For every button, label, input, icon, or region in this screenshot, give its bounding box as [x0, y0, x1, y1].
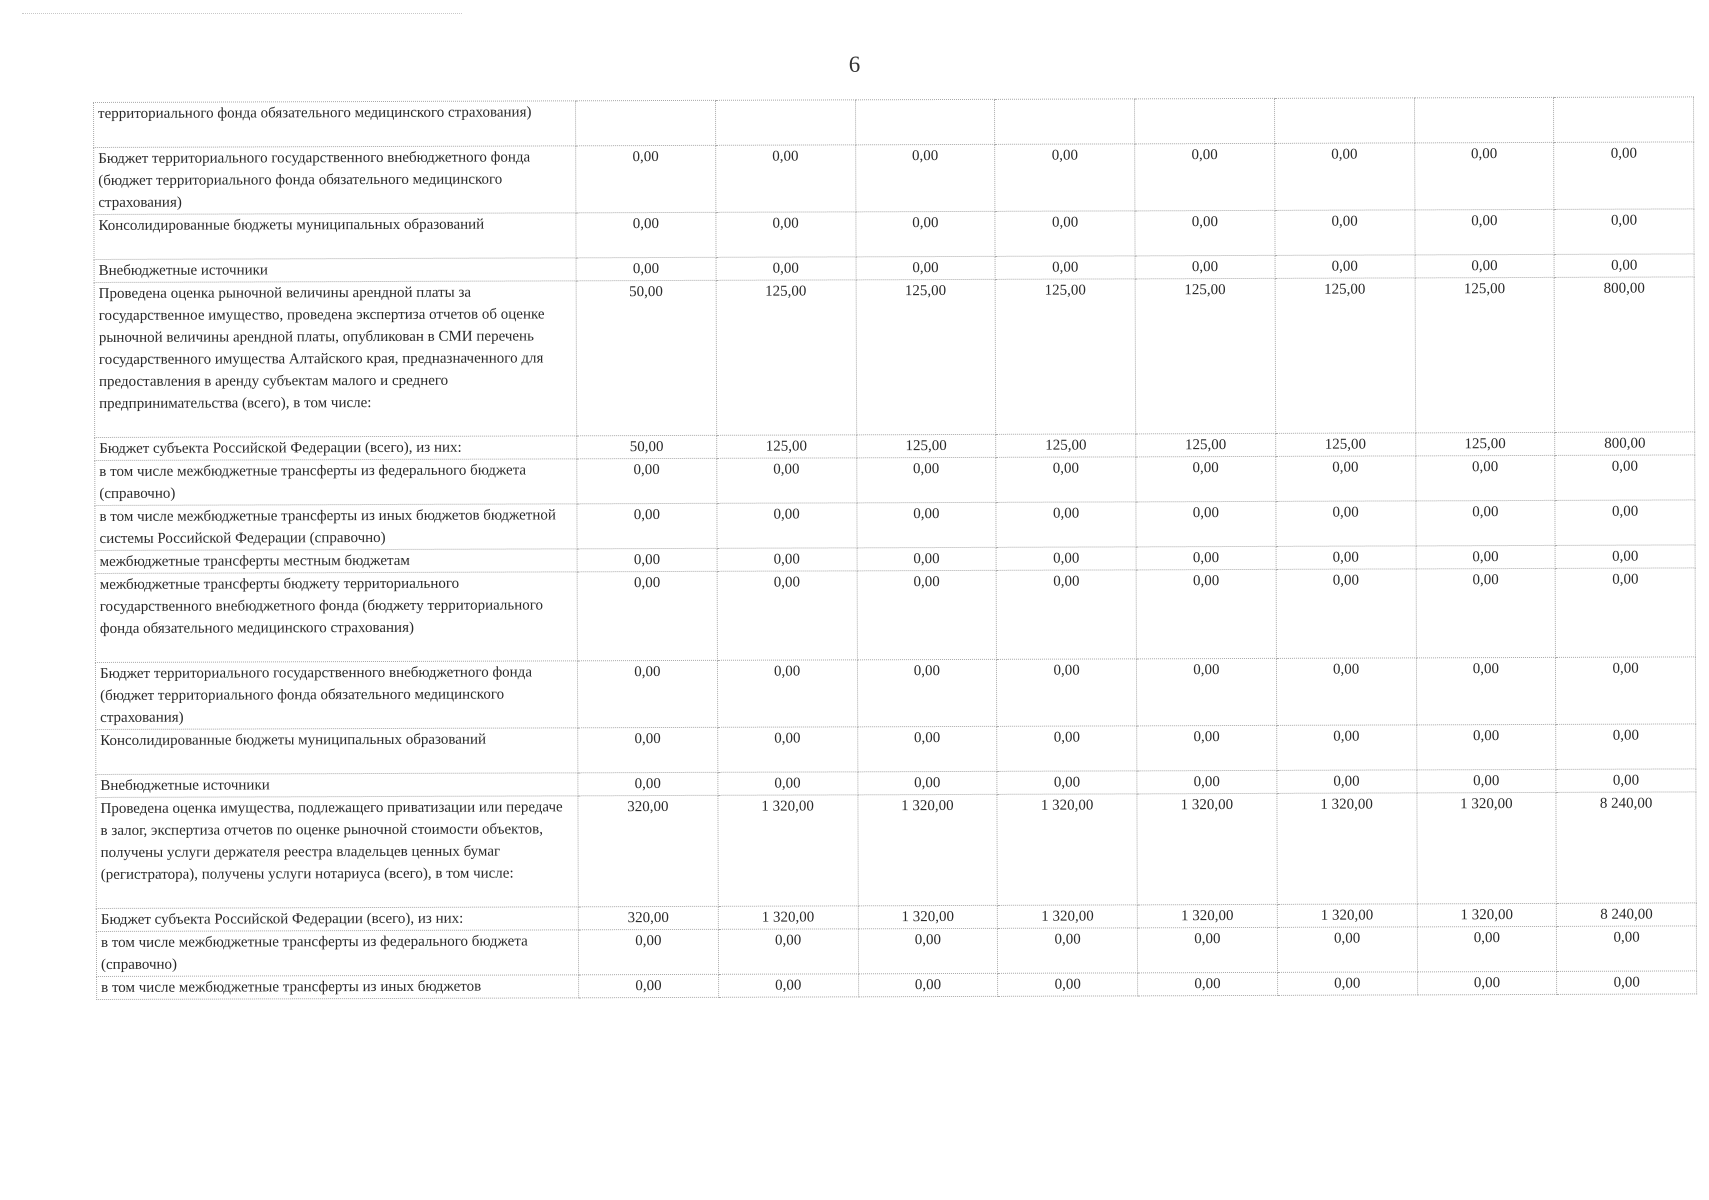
value-cell: 0,00: [1135, 143, 1275, 210]
value-cell: 0,00: [855, 144, 995, 211]
value-cell: 0,00: [857, 570, 997, 659]
table-row: [95, 657, 1695, 730]
table-row: [94, 97, 1694, 148]
value-cell: 0,00: [995, 256, 1135, 279]
value-cell: 0,00: [996, 502, 1136, 547]
value-cell: [1274, 98, 1414, 143]
value-cell: 0,00: [1137, 927, 1277, 972]
table-row: [94, 209, 1694, 260]
value-cell: 1 320,00: [718, 795, 858, 906]
value-cell: 0,00: [1135, 210, 1275, 255]
value-cell: 0,00: [856, 502, 996, 547]
value-cell: 320,00: [578, 906, 718, 929]
row-label: Консолидированные бюджеты муниципальных образований: [94, 213, 576, 260]
value-cell: 0,00: [717, 660, 857, 727]
row-label: Проведена оценка имущества, подлежащего приватизации или передаче в залог, экспертиза отчетов по оценке рыночной стоимости объектов, получены услуги держателя реестра владельцев ценных бумаг (регистратора), получены услуги нотариуса (всего), в том числе:: [96, 796, 578, 909]
row-label: межбюджетные трансферты местным бюджетам: [95, 549, 577, 574]
value-cell: 1 320,00: [1137, 793, 1277, 904]
value-cell: 0,00: [1136, 546, 1276, 569]
value-cell: 0,00: [1556, 769, 1696, 792]
value-cell: 0,00: [1276, 569, 1416, 658]
value-cell: 50,00: [577, 435, 717, 458]
value-cell: 0,00: [716, 458, 856, 503]
value-cell: 0,00: [1557, 926, 1697, 971]
table-row: [96, 926, 1696, 977]
value-cell: 0,00: [578, 772, 718, 795]
value-cell: 0,00: [997, 659, 1137, 726]
value-cell: 0,00: [998, 928, 1138, 973]
value-cell: 0,00: [996, 547, 1136, 570]
value-cell: 0,00: [716, 257, 856, 280]
value-cell: 0,00: [997, 726, 1137, 771]
value-cell: 0,00: [1416, 568, 1556, 657]
value-cell: 0,00: [1136, 569, 1276, 658]
value-cell: 0,00: [995, 211, 1135, 256]
table-row: [94, 142, 1694, 215]
value-cell: 0,00: [1554, 254, 1694, 277]
value-cell: 0,00: [1275, 456, 1415, 501]
row-label: Проведена оценка рыночной величины арендной платы за государственное имущество, проведена экспертиза отчетов об оценке рыночной величины арендной платы, опубликован в СМИ перечень государственного имущества Алтайского края, предназначенного для предоставления в аренду субъектам малого и среднего предпринимательства (всего), в том числе:: [94, 281, 577, 438]
value-cell: 0,00: [716, 212, 856, 257]
value-cell: [1554, 97, 1694, 142]
value-cell: 8 240,00: [1557, 903, 1697, 926]
value-cell: 125,00: [716, 280, 856, 435]
table-row: [96, 724, 1696, 775]
row-label: в том числе межбюджетные трансферты из иных бюджетов: [97, 975, 579, 1000]
value-cell: 0,00: [576, 212, 716, 257]
value-cell: 0,00: [857, 547, 997, 570]
value-cell: 0,00: [858, 928, 998, 973]
value-cell: 0,00: [857, 726, 997, 771]
budget-table: [93, 96, 1697, 1000]
value-cell: 0,00: [1136, 456, 1276, 501]
value-cell: 0,00: [1554, 142, 1694, 209]
value-cell: 0,00: [1416, 724, 1556, 769]
value-cell: 0,00: [997, 771, 1137, 794]
value-cell: 0,00: [1135, 255, 1275, 278]
value-cell: 0,00: [1276, 725, 1416, 770]
value-cell: 0,00: [1555, 455, 1695, 500]
value-cell: 0,00: [577, 571, 717, 660]
value-cell: 0,00: [1417, 971, 1557, 994]
value-cell: [855, 99, 995, 144]
value-cell: 800,00: [1555, 432, 1695, 455]
value-cell: 0,00: [1415, 500, 1555, 545]
value-cell: 0,00: [717, 571, 857, 660]
budget-table-wrapper: [93, 96, 1697, 1000]
value-cell: 1 320,00: [718, 906, 858, 929]
value-cell: 50,00: [576, 280, 716, 435]
value-cell: 0,00: [998, 973, 1138, 996]
value-cell: 0,00: [715, 145, 855, 212]
value-cell: 0,00: [856, 457, 996, 502]
value-cell: 125,00: [1136, 433, 1276, 456]
value-cell: 0,00: [996, 570, 1136, 659]
row-label: Бюджет субъекта Российской Федерации (всего), из них:: [95, 436, 577, 461]
value-cell: [1414, 97, 1554, 142]
value-cell: 0,00: [1416, 545, 1556, 568]
value-cell: 0,00: [578, 727, 718, 772]
value-cell: 0,00: [1555, 545, 1695, 568]
row-label: в том числе межбюджетные трансферты из федерального бюджета (справочно): [95, 459, 577, 506]
value-cell: 0,00: [1414, 209, 1554, 254]
value-cell: 0,00: [1275, 210, 1415, 255]
table-row: [95, 568, 1695, 663]
value-cell: 0,00: [858, 973, 998, 996]
row-label: Бюджет субъекта Российской Федерации (всего), из них:: [96, 907, 578, 932]
value-cell: 0,00: [1276, 501, 1416, 546]
value-cell: 800,00: [1554, 277, 1694, 432]
table-row: [95, 455, 1695, 506]
row-label: территориального фонда обязательного медицинского страхования): [94, 101, 576, 148]
value-cell: 0,00: [717, 503, 857, 548]
value-cell: [575, 100, 715, 145]
value-cell: 0,00: [1277, 927, 1417, 972]
value-cell: [995, 99, 1135, 144]
value-cell: 1 320,00: [1277, 793, 1417, 904]
value-cell: 0,00: [717, 548, 857, 571]
value-cell: 1 320,00: [858, 905, 998, 928]
value-cell: 0,00: [1137, 725, 1277, 770]
value-cell: 0,00: [717, 727, 857, 772]
value-cell: 0,00: [1138, 972, 1278, 995]
value-cell: 1 320,00: [1417, 903, 1557, 926]
value-cell: 1 320,00: [857, 794, 997, 905]
value-cell: 0,00: [857, 771, 997, 794]
row-label: Внебюджетные источники: [96, 773, 578, 798]
value-cell: 1 320,00: [997, 794, 1137, 905]
value-cell: 1 320,00: [998, 905, 1138, 928]
value-cell: 0,00: [1416, 769, 1556, 792]
value-cell: 125,00: [856, 434, 996, 457]
value-cell: 0,00: [1417, 926, 1557, 971]
value-cell: 0,00: [1277, 972, 1417, 995]
value-cell: 1 320,00: [1277, 904, 1417, 927]
value-cell: 0,00: [1276, 658, 1416, 725]
value-cell: 0,00: [1557, 971, 1697, 994]
value-cell: 1 320,00: [1416, 792, 1556, 903]
value-cell: 125,00: [1415, 432, 1555, 455]
value-cell: 0,00: [1555, 568, 1695, 657]
row-label: Бюджет территориального государственного внебюджетного фонда (бюджет территориального фонда обязательного медицинского страхования): [95, 661, 577, 730]
value-cell: 0,00: [1556, 724, 1696, 769]
value-cell: 0,00: [718, 772, 858, 795]
value-cell: 0,00: [1275, 255, 1415, 278]
value-cell: 125,00: [716, 435, 856, 458]
value-cell: 0,00: [995, 144, 1135, 211]
value-cell: [715, 100, 855, 145]
page-number: 6: [848, 52, 861, 77]
value-cell: 0,00: [1554, 209, 1694, 254]
table-row: [96, 792, 1696, 909]
value-cell: 0,00: [1276, 546, 1416, 569]
value-cell: 0,00: [1277, 770, 1417, 793]
value-cell: 1 320,00: [1137, 904, 1277, 927]
value-cell: 0,00: [1137, 770, 1277, 793]
value-cell: 0,00: [1555, 500, 1695, 545]
row-label: Бюджет территориального государственного внебюджетного фонда (бюджет территориального фонда обязательного медицинского страхования): [94, 146, 576, 215]
value-cell: 0,00: [1136, 501, 1276, 546]
value-cell: 125,00: [856, 279, 996, 434]
value-cell: 0,00: [1415, 254, 1555, 277]
budget-table-body: [94, 97, 1697, 1000]
scan-edge-mark: [22, 13, 462, 14]
row-label: межбюджетные трансферты бюджету территориального государственного внебюджетного фонда (бюджету территориального фонда обязательного медицинского страхования): [95, 572, 577, 663]
value-cell: 0,00: [857, 659, 997, 726]
value-cell: 0,00: [1415, 455, 1555, 500]
value-cell: 320,00: [578, 795, 718, 906]
value-cell: 0,00: [1136, 658, 1276, 725]
value-cell: 125,00: [995, 279, 1135, 434]
row-label: в том числе межбюджетные трансферты из иных бюджетов бюджетной системы Российской Федерации (справочно): [95, 504, 577, 551]
value-cell: 8 240,00: [1556, 792, 1696, 903]
row-label: в том числе межбюджетные трансферты из федерального бюджета (справочно): [96, 930, 578, 977]
table-row: [95, 500, 1695, 551]
value-cell: 0,00: [1274, 143, 1414, 210]
value-cell: 0,00: [577, 660, 717, 727]
value-cell: 0,00: [577, 458, 717, 503]
value-cell: 0,00: [1556, 657, 1696, 724]
value-cell: 0,00: [577, 503, 717, 548]
value-cell: 0,00: [577, 548, 717, 571]
value-cell: 125,00: [996, 434, 1136, 457]
row-label: Внебюджетные источники: [94, 258, 576, 283]
value-cell: 0,00: [718, 929, 858, 974]
table-row: [97, 971, 1697, 1000]
value-cell: [1134, 98, 1274, 143]
row-label: Консолидированные бюджеты муниципальных образований: [96, 728, 578, 775]
value-cell: 0,00: [718, 974, 858, 997]
value-cell: 125,00: [1135, 278, 1275, 433]
value-cell: 0,00: [578, 929, 718, 974]
value-cell: 0,00: [576, 257, 716, 280]
value-cell: 0,00: [576, 145, 716, 212]
value-cell: 0,00: [996, 457, 1136, 502]
value-cell: 0,00: [1414, 142, 1554, 209]
value-cell: 0,00: [855, 211, 995, 256]
value-cell: 0,00: [856, 256, 996, 279]
value-cell: 125,00: [1275, 278, 1415, 433]
value-cell: 0,00: [1416, 657, 1556, 724]
value-cell: 125,00: [1415, 277, 1555, 432]
value-cell: 0,00: [579, 974, 719, 997]
table-row: [94, 277, 1695, 438]
value-cell: 125,00: [1275, 433, 1415, 456]
